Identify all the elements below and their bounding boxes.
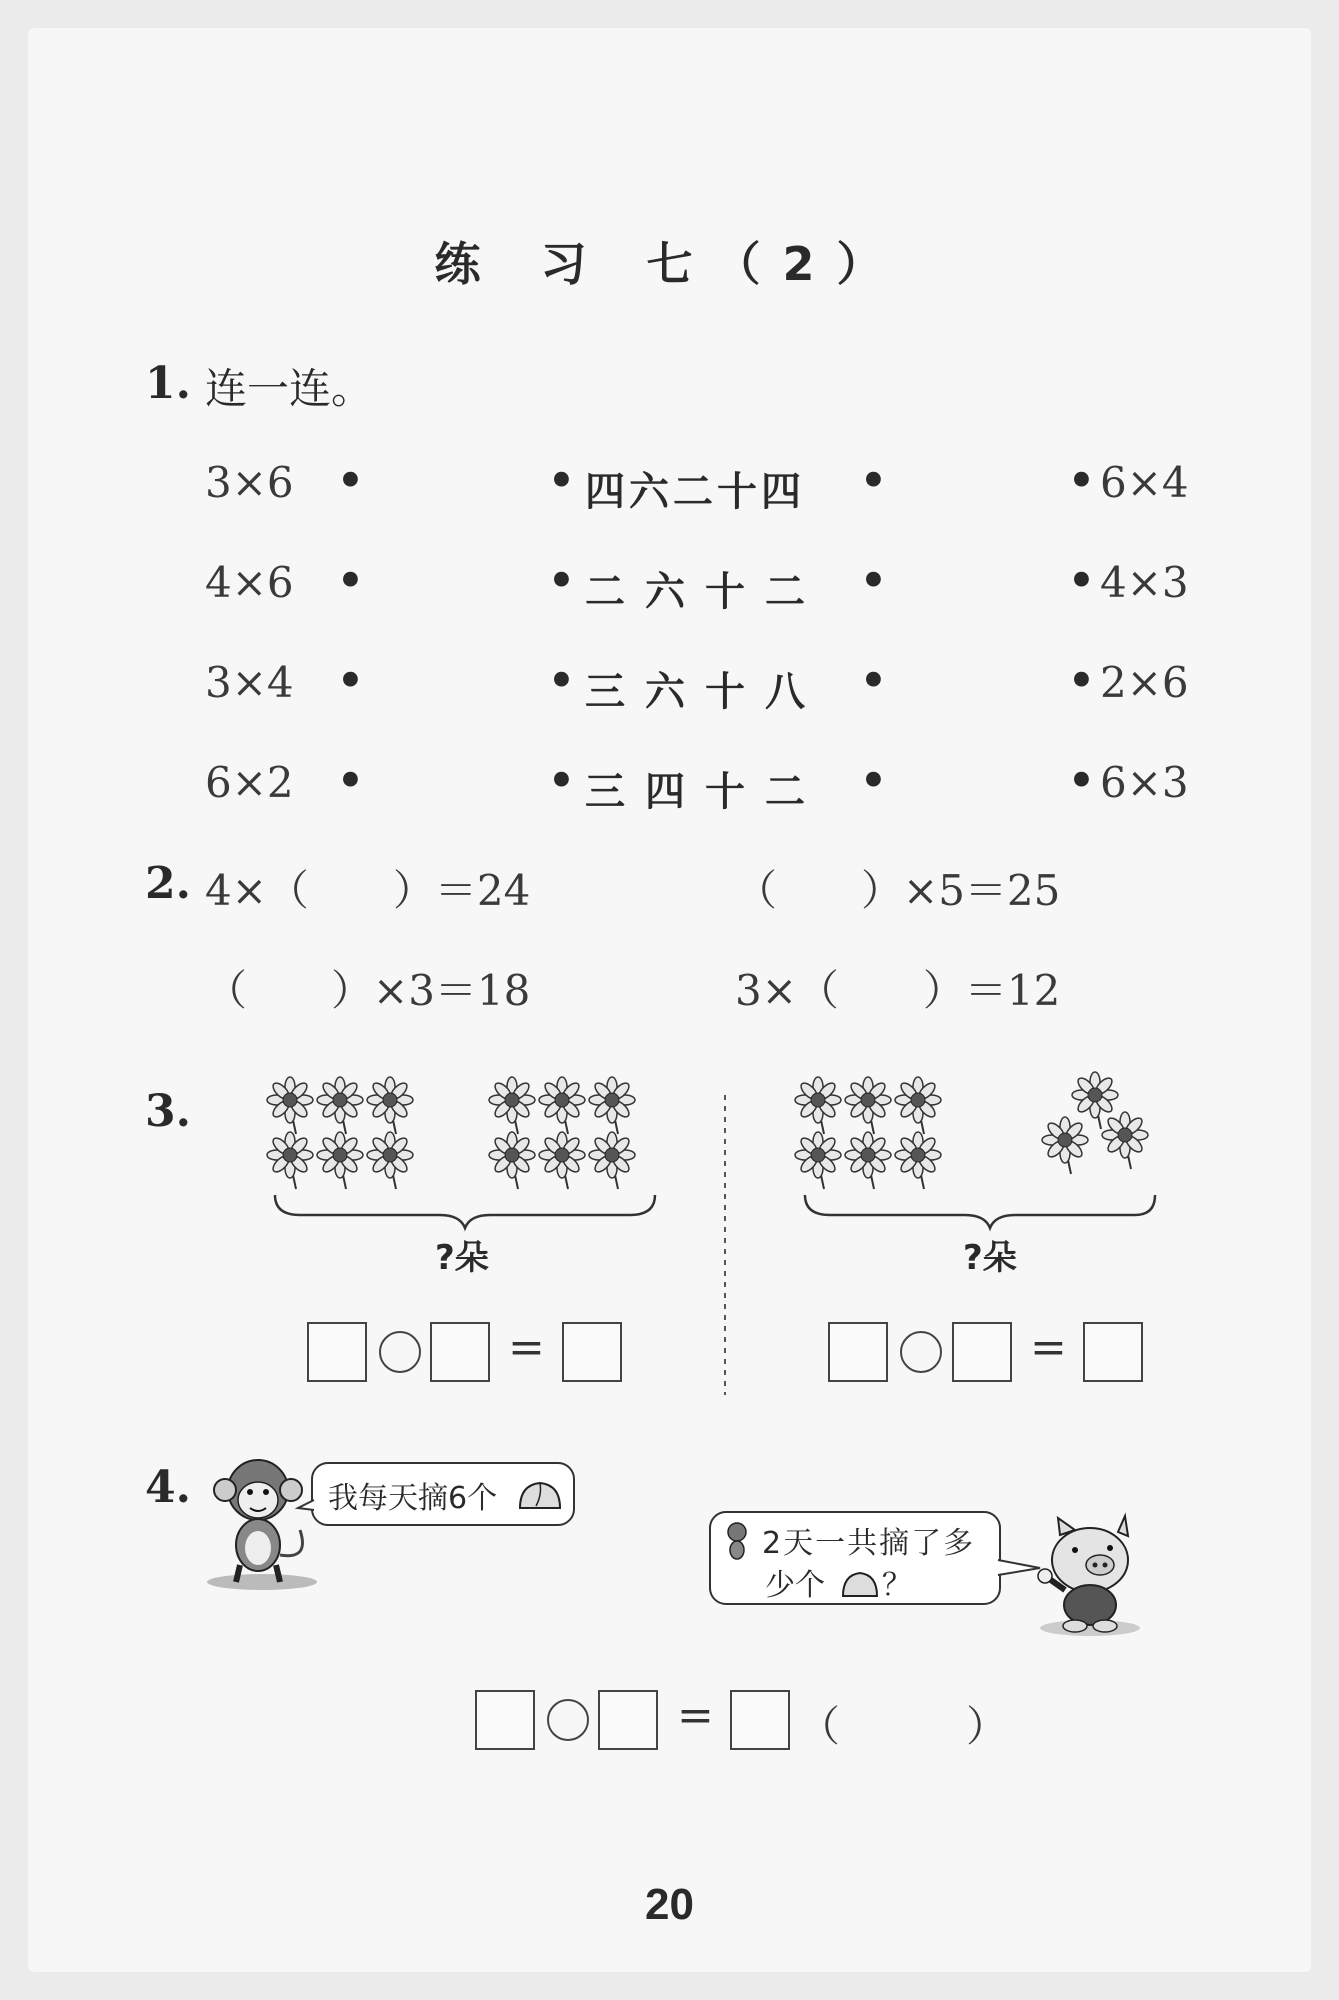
q3-right-equals: = <box>1030 1322 1067 1373</box>
q1-middle-0: 四六二十四 <box>585 469 805 515</box>
q1-mid-left-dot-3[interactable]: • <box>548 756 575 805</box>
q1-mid-right-dot-0[interactable]: • <box>860 456 887 505</box>
q1-middle-2: 三六十八 <box>585 669 825 715</box>
q1-mid-left-dot-1[interactable]: • <box>548 556 575 605</box>
monkey-icon <box>207 1460 317 1590</box>
pig-speech-line-2: 少个 <box>765 1568 825 1603</box>
page-number: 20 <box>645 1880 694 1929</box>
q1-right-dot-1[interactable]: • <box>1068 556 1095 605</box>
q1-left-3: 6×2 <box>205 758 294 807</box>
q1-instruction: 连一连。 <box>205 364 374 413</box>
pig-speech-line-1: 2天一共摘了多 <box>762 1526 976 1561</box>
q1-right-dot-2[interactable]: • <box>1068 656 1095 705</box>
q1-mid-right-dot-3[interactable]: • <box>860 756 887 805</box>
q1-right-dot-3[interactable]: • <box>1068 756 1095 805</box>
q2-item-1[interactable]: （ ）×5＝25 <box>735 866 1061 915</box>
q4-equals: = <box>677 1690 714 1741</box>
page-title: 练 习 七（2） <box>434 237 905 291</box>
q1-right-dot-0[interactable]: • <box>1068 456 1095 505</box>
q1-left-dot-2[interactable]: • <box>337 656 364 705</box>
q1-number: 1. <box>145 358 191 409</box>
q1-right-0: 6×4 <box>1100 458 1189 507</box>
q1-mid-left-dot-2[interactable]: • <box>548 656 575 705</box>
q2-item-2[interactable]: （ ）×3＝18 <box>205 966 531 1015</box>
q1-right-2: 2×6 <box>1100 658 1189 707</box>
q4-box-result[interactable] <box>730 1690 790 1750</box>
q1-left-2: 3×4 <box>205 658 294 707</box>
q4-operator-circle[interactable] <box>547 1699 589 1741</box>
q3-left-equals: = <box>508 1322 545 1373</box>
q1-left-0: 3×6 <box>205 458 294 507</box>
q1-mid-right-dot-1[interactable]: • <box>860 556 887 605</box>
q3-right-label: ?朵 <box>963 1238 1017 1278</box>
q3-left-label: ?朵 <box>435 1238 489 1278</box>
q2-number: 2. <box>145 858 191 909</box>
q2-item-3[interactable]: 3×（ ）＝12 <box>735 966 1061 1015</box>
q1-left-dot-3[interactable]: • <box>337 756 364 805</box>
q1-left-dot-1[interactable]: • <box>337 556 364 605</box>
q1-middle-3: 三四十二 <box>585 769 825 815</box>
q1-mid-right-dot-2[interactable]: • <box>860 656 887 705</box>
monkey-speech-text: 我每天摘6个 <box>328 1481 498 1516</box>
q1-right-1: 4×3 <box>1100 558 1189 607</box>
q4-box-1[interactable] <box>475 1690 535 1750</box>
q1-left-dot-0[interactable]: • <box>337 456 364 505</box>
q4-unit-blank[interactable]: （ ） <box>798 1702 1009 1751</box>
pig-icon <box>1038 1516 1140 1636</box>
q1-mid-left-dot-0[interactable]: • <box>548 456 575 505</box>
q4-number: 4. <box>145 1462 191 1513</box>
q1-right-3: 6×3 <box>1100 758 1189 807</box>
q1-middle-1: 二六十二 <box>585 569 825 615</box>
q1-left-1: 4×6 <box>205 558 294 607</box>
q4-box-2[interactable] <box>598 1690 658 1750</box>
q3-number: 3. <box>145 1086 191 1137</box>
pig-speech-question-mark: ？ <box>882 1568 912 1603</box>
q2-item-0[interactable]: 4×（ ）＝24 <box>205 866 531 915</box>
